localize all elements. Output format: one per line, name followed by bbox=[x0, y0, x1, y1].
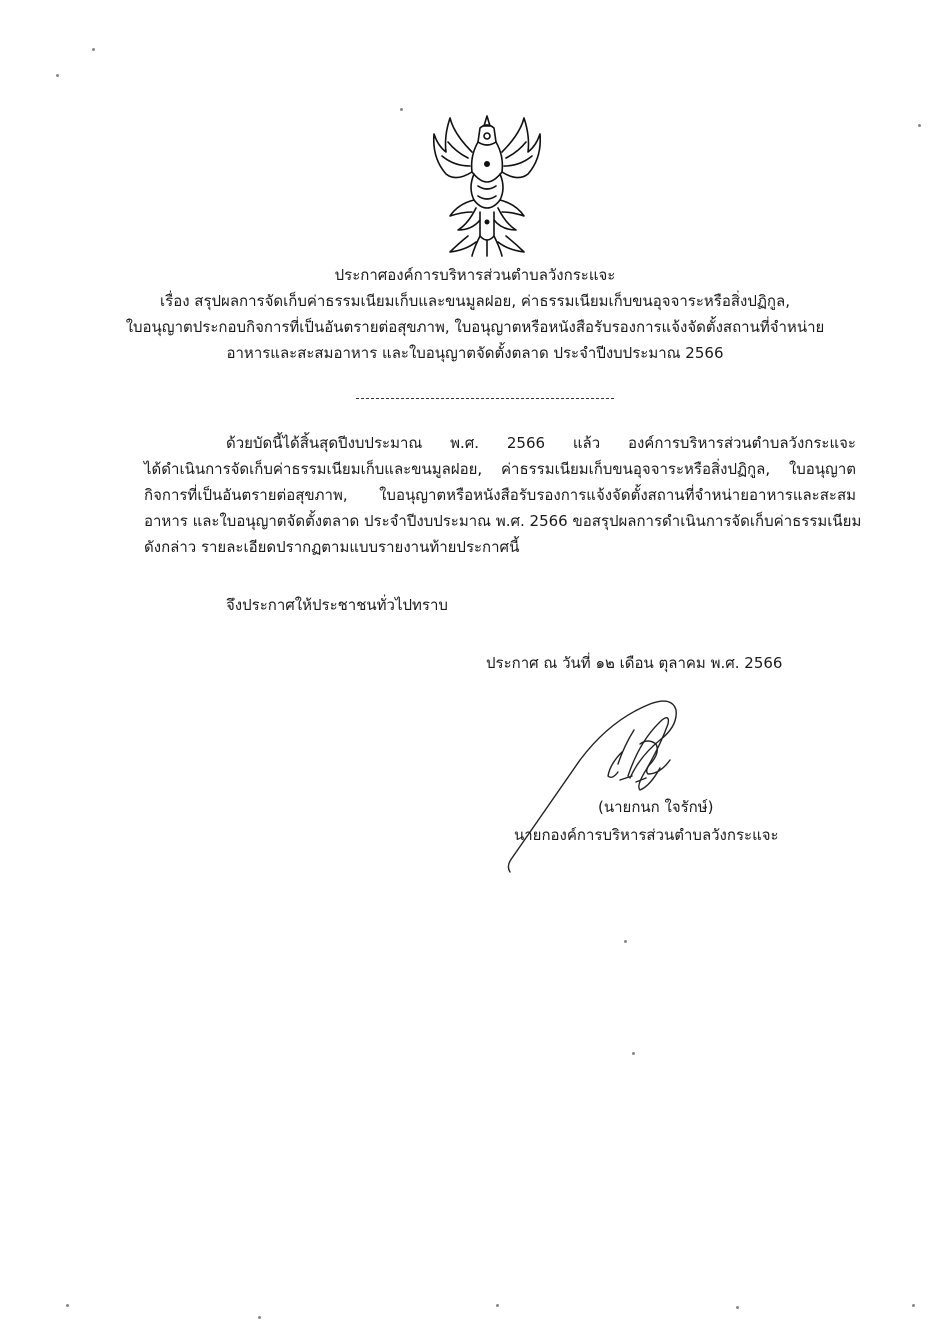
scan-speck bbox=[918, 124, 921, 127]
announcement-date: ประกาศ ณ วันที่ ๑๒ เดือน ตุลาคม พ.ศ. 2566 bbox=[486, 654, 783, 672]
scan-speck bbox=[496, 1304, 499, 1307]
scan-speck bbox=[624, 940, 627, 943]
signer-name: (นายกนก ใจรักษ์) bbox=[598, 798, 714, 816]
subject-line-3: อาหารและสะสมอาหาร และใบอนุญาตจัดตั้งตลาด ประจำปีงบประมาณ 2566 bbox=[226, 344, 724, 362]
scan-speck bbox=[912, 1304, 915, 1307]
scan-speck bbox=[92, 48, 95, 51]
issuer-heading: ประกาศองค์การบริหารส่วนตำบลวังกระแจะ bbox=[334, 266, 616, 284]
closing-statement: จึงประกาศให้ประชาชนทั่วไปทราบ bbox=[226, 596, 448, 614]
garuda-emblem-icon bbox=[428, 112, 546, 258]
body-line-3: กิจการที่เป็นอันตรายต่อสุขภาพ, ใบอนุญาตหรือหนังสือรับรองการแจ้งจัดตั้งสถานที่จำหน่ายอาหารและสะสม bbox=[144, 486, 856, 504]
subject-line-2: ใบอนุญาตประกอบกิจการที่เป็นอันตรายต่อสุขภาพ, ใบอนุญาตหรือหนังสือรับรองการแจ้งจัดตั้งสถานที่จำหน่าย bbox=[125, 318, 825, 336]
scan-speck bbox=[258, 1316, 261, 1319]
body-line-5: ดังกล่าว รายละเอียดปรากฏตามแบบรายงานท้ายประกาศนี้ bbox=[144, 538, 520, 556]
subject-line-1: เรื่อง สรุปผลการจัดเก็บค่าธรรมเนียมเก็บและขนมูลฝอย, ค่าธรรมเนียมเก็บขนอุจจาระหรือสิ่งปฏิกูล, bbox=[160, 292, 790, 310]
handwritten-signature-icon bbox=[500, 690, 700, 880]
announcement-title bbox=[80, 262, 870, 366]
body-line-4: อาหาร และใบอนุญาตจัดตั้งตลาด ประจำปีงบประมาณ พ.ศ. 2566 ขอสรุปผลการดำเนินการจัดเก็บค่าธรรมเนียม bbox=[144, 512, 862, 530]
scan-speck bbox=[66, 1304, 69, 1307]
scan-speck bbox=[632, 1052, 635, 1055]
scan-speck bbox=[736, 1306, 739, 1309]
body-line-2: ได้ดำเนินการจัดเก็บค่าธรรมเนียมเก็บและขนมูลฝอย, ค่าธรรมเนียมเก็บขนอุจจาระหรือสิ่งปฏิกูล, ใบอนุญาต bbox=[144, 460, 856, 478]
announcement-body bbox=[144, 430, 862, 560]
body-line-1: ด้วยบัดนี้ได้สิ้นสุดปีงบประมาณ พ.ศ. 2566 แล้ว องค์การบริหารส่วนตำบลวังกระแจะ bbox=[226, 434, 856, 452]
scan-speck bbox=[56, 74, 59, 77]
separator-rule bbox=[356, 398, 614, 399]
signer-position: นายกองค์การบริหารส่วนตำบลวังกระแจะ bbox=[514, 826, 779, 844]
scan-speck bbox=[400, 108, 403, 111]
